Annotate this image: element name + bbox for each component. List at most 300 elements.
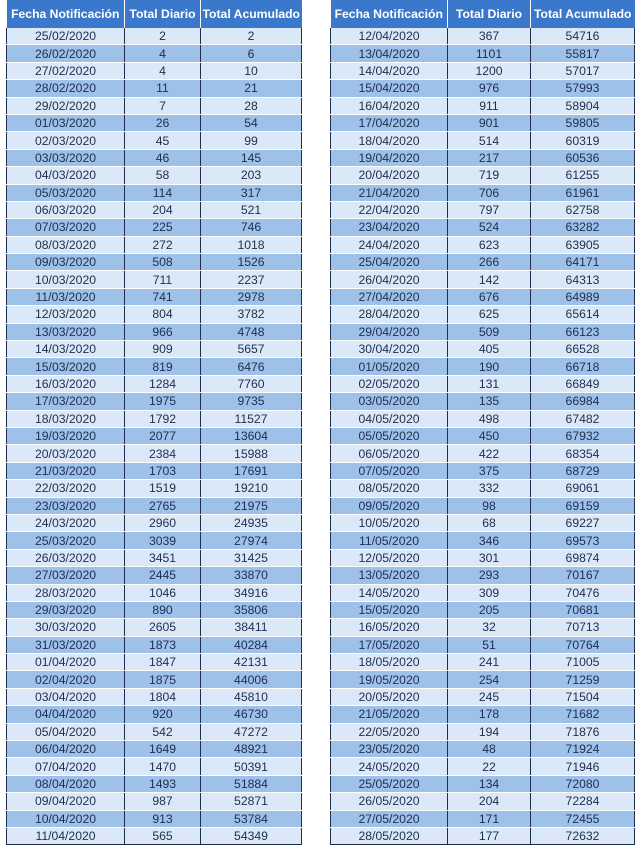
cell-total-diario: 266 [448,254,531,271]
table-row [7,341,302,358]
table-row [331,567,635,584]
table-row [331,427,635,444]
cell-fecha: 28/04/2020 [331,306,448,323]
cell-total-acumulado: 59805 [531,114,635,131]
cell-fecha: 20/03/2020 [7,445,125,462]
cell-fecha: 06/05/2020 [331,445,448,462]
cell-fecha: 22/05/2020 [331,723,448,740]
cell-total-diario: 2765 [125,497,201,514]
table-header [331,0,635,28]
cell-total-diario: 1200 [448,62,531,79]
cell-fecha: 14/05/2020 [331,584,448,601]
cell-fecha: 27/03/2020 [7,567,125,584]
cell-total-acumulado: 2 [201,28,302,45]
cell-total-diario: 131 [448,375,531,392]
cell-total-diario: 178 [448,706,531,723]
cell-total-diario: 254 [448,671,531,688]
cell-fecha: 17/05/2020 [331,636,448,653]
cell-total-acumulado: 71005 [531,654,635,671]
table-row [7,306,302,323]
cell-total-acumulado: 69227 [531,514,635,531]
cell-total-acumulado: 68729 [531,462,635,479]
cell-total-diario: 1703 [125,462,201,479]
cell-fecha: 15/03/2020 [7,358,125,375]
table-row [331,758,635,775]
cell-total-diario: 375 [448,462,531,479]
table-row [331,341,635,358]
cell-fecha: 11/05/2020 [331,532,448,549]
cell-total-diario: 976 [448,80,531,97]
cell-fecha: 26/02/2020 [7,45,125,62]
table-row [7,80,302,97]
cell-total-diario: 68 [448,514,531,531]
table-row [331,45,635,62]
cell-total-acumulado: 69874 [531,549,635,566]
cell-total-acumulado: 34916 [201,584,302,601]
cell-fecha: 23/03/2020 [7,497,125,514]
cell-fecha: 16/03/2020 [7,375,125,392]
cell-fecha: 25/04/2020 [331,254,448,271]
cell-total-acumulado: 72455 [531,810,635,827]
table-row [331,28,635,45]
cell-fecha: 30/04/2020 [331,341,448,358]
cell-total-diario: 4 [125,62,201,79]
cell-fecha: 21/05/2020 [331,706,448,723]
cell-total-acumulado: 317 [201,184,302,201]
table-row [331,810,635,827]
cell-total-acumulado: 50391 [201,758,302,775]
table-row [7,706,302,723]
table-row [331,80,635,97]
cell-total-acumulado: 53784 [201,810,302,827]
cell-total-acumulado: 69573 [531,532,635,549]
cell-total-diario: 4 [125,45,201,62]
cell-total-acumulado: 63905 [531,236,635,253]
table-row [7,149,302,166]
cell-total-diario: 45 [125,132,201,149]
cell-total-diario: 1046 [125,584,201,601]
cell-total-diario: 1847 [125,654,201,671]
cell-total-diario: 98 [448,497,531,514]
cell-total-acumulado: 57993 [531,80,635,97]
table-row [331,741,635,758]
cell-fecha: 21/03/2020 [7,462,125,479]
cell-total-diario: 225 [125,219,201,236]
table-row [7,45,302,62]
cell-total-diario: 204 [448,793,531,810]
cell-fecha: 27/02/2020 [7,62,125,79]
cell-fecha: 29/02/2020 [7,97,125,114]
table-row [331,149,635,166]
cell-fecha: 09/03/2020 [7,254,125,271]
cell-total-acumulado: 47272 [201,723,302,740]
header-total-acumulado: Total Acumulado [201,0,302,28]
cell-total-acumulado: 72632 [531,827,635,844]
cell-fecha: 10/03/2020 [7,271,125,288]
table-row [7,619,302,636]
cell-fecha: 12/03/2020 [7,306,125,323]
cell-fecha: 03/04/2020 [7,688,125,705]
cell-total-diario: 1792 [125,410,201,427]
cell-fecha: 05/05/2020 [331,427,448,444]
cell-fecha: 12/04/2020 [331,28,448,45]
cell-total-diario: 2960 [125,514,201,531]
cell-total-diario: 241 [448,654,531,671]
cell-total-diario: 741 [125,288,201,305]
table-row [331,254,635,271]
table-row [331,497,635,514]
cell-total-acumulado: 70476 [531,584,635,601]
cell-total-acumulado: 48921 [201,741,302,758]
cell-fecha: 09/05/2020 [331,497,448,514]
table-row [331,723,635,740]
cell-fecha: 23/04/2020 [331,219,448,236]
table-row [331,323,635,340]
cell-total-acumulado: 66718 [531,358,635,375]
cell-total-acumulado: 11527 [201,410,302,427]
table-row [331,114,635,131]
cell-total-acumulado: 54349 [201,827,302,844]
cell-fecha: 02/05/2020 [331,375,448,392]
cell-total-diario: 1493 [125,775,201,792]
cell-total-acumulado: 1018 [201,236,302,253]
cell-total-diario: 135 [448,393,531,410]
table-row [7,688,302,705]
table-row [331,410,635,427]
cell-total-acumulado: 68354 [531,445,635,462]
cell-total-diario: 625 [448,306,531,323]
cell-fecha: 07/04/2020 [7,758,125,775]
table-row [331,654,635,671]
cell-fecha: 24/05/2020 [331,758,448,775]
cell-total-diario: 301 [448,549,531,566]
cell-total-diario: 966 [125,323,201,340]
table-row [7,28,302,45]
cell-fecha: 28/02/2020 [7,80,125,97]
cell-total-diario: 293 [448,567,531,584]
cell-total-acumulado: 64313 [531,271,635,288]
cell-total-acumulado: 10 [201,62,302,79]
cell-total-diario: 1875 [125,671,201,688]
cell-total-acumulado: 15988 [201,445,302,462]
cell-total-acumulado: 27974 [201,532,302,549]
cell-total-diario: 422 [448,445,531,462]
table-row [7,184,302,201]
cell-fecha: 11/03/2020 [7,288,125,305]
cell-total-acumulado: 70681 [531,601,635,618]
cell-total-acumulado: 3782 [201,306,302,323]
header-fecha-notificacion: Fecha Notificación [331,0,448,28]
cell-fecha: 21/04/2020 [331,184,448,201]
cell-total-diario: 2605 [125,619,201,636]
cell-total-diario: 11 [125,80,201,97]
table-row [331,706,635,723]
cell-total-diario: 2 [125,28,201,45]
cell-total-diario: 1284 [125,375,201,392]
cell-total-diario: 804 [125,306,201,323]
cell-total-acumulado: 64989 [531,288,635,305]
cell-total-acumulado: 66849 [531,375,635,392]
cell-fecha: 18/05/2020 [331,654,448,671]
cell-fecha: 17/04/2020 [331,114,448,131]
cell-total-acumulado: 35806 [201,601,302,618]
cell-total-diario: 177 [448,827,531,844]
cell-total-diario: 22 [448,758,531,775]
table-row [331,688,635,705]
header-total-diario: Total Diario [448,0,531,28]
table-row [331,514,635,531]
cell-fecha: 29/04/2020 [331,323,448,340]
cell-total-diario: 134 [448,775,531,792]
cell-total-acumulado: 45810 [201,688,302,705]
cell-fecha: 24/03/2020 [7,514,125,531]
cell-total-acumulado: 54716 [531,28,635,45]
table-row [7,671,302,688]
table-row [331,393,635,410]
table-body [7,28,302,845]
table-row [331,219,635,236]
cell-total-acumulado: 1526 [201,254,302,271]
cell-total-acumulado: 66123 [531,323,635,340]
cell-total-acumulado: 6 [201,45,302,62]
cell-total-acumulado: 31425 [201,549,302,566]
table-row [7,271,302,288]
cell-total-diario: 1101 [448,45,531,62]
table-row [7,549,302,566]
cell-total-acumulado: 65614 [531,306,635,323]
cell-fecha: 18/04/2020 [331,132,448,149]
cell-total-acumulado: 51884 [201,775,302,792]
table-row [331,288,635,305]
cell-total-acumulado: 13604 [201,427,302,444]
table-row [331,793,635,810]
cell-fecha: 26/03/2020 [7,549,125,566]
cell-total-diario: 450 [448,427,531,444]
table-row [331,201,635,218]
table-row [7,480,302,497]
table-row [331,480,635,497]
table-row [7,445,302,462]
table-row [331,775,635,792]
table-row [7,167,302,184]
table-row [7,810,302,827]
table-row [331,601,635,618]
cell-total-acumulado: 72284 [531,793,635,810]
cell-total-diario: 498 [448,410,531,427]
cell-fecha: 28/05/2020 [331,827,448,844]
cell-fecha: 04/04/2020 [7,706,125,723]
cell-total-diario: 51 [448,636,531,653]
cell-fecha: 12/05/2020 [331,549,448,566]
cell-total-acumulado: 746 [201,219,302,236]
cell-total-acumulado: 203 [201,167,302,184]
cell-fecha: 08/03/2020 [7,236,125,253]
cell-total-diario: 1975 [125,393,201,410]
table-row [7,601,302,618]
table-row [331,584,635,601]
table-row [331,445,635,462]
cell-fecha: 02/03/2020 [7,132,125,149]
table-row [7,97,302,114]
cell-total-acumulado: 71504 [531,688,635,705]
cell-total-acumulado: 69159 [531,497,635,514]
cell-total-acumulado: 33870 [201,567,302,584]
cell-total-acumulado: 40284 [201,636,302,653]
cell-total-diario: 509 [448,323,531,340]
table-row [7,462,302,479]
cell-fecha: 14/04/2020 [331,62,448,79]
header-fecha-notificacion: Fecha Notificación [7,0,125,28]
cell-total-diario: 901 [448,114,531,131]
table-row [331,462,635,479]
table-row [7,323,302,340]
table-row [331,97,635,114]
table-row [331,671,635,688]
cell-fecha: 24/04/2020 [331,236,448,253]
cell-total-acumulado: 2978 [201,288,302,305]
cell-fecha: 08/04/2020 [7,775,125,792]
cell-fecha: 23/05/2020 [331,741,448,758]
table-row [7,741,302,758]
cell-fecha: 07/05/2020 [331,462,448,479]
table-row [331,827,635,844]
cell-total-diario: 565 [125,827,201,844]
cell-fecha: 14/03/2020 [7,341,125,358]
cell-total-diario: 171 [448,810,531,827]
cell-total-acumulado: 44006 [201,671,302,688]
cell-total-acumulado: 24935 [201,514,302,531]
header-row [7,0,302,28]
cell-total-diario: 205 [448,601,531,618]
cell-fecha: 09/04/2020 [7,793,125,810]
cell-total-acumulado: 38411 [201,619,302,636]
cell-total-acumulado: 61255 [531,167,635,184]
table-row [7,758,302,775]
cell-total-acumulado: 521 [201,201,302,218]
cell-fecha: 16/04/2020 [331,97,448,114]
cell-total-acumulado: 58904 [531,97,635,114]
cell-total-diario: 676 [448,288,531,305]
table-row [331,358,635,375]
table-row [7,532,302,549]
cell-fecha: 06/03/2020 [7,201,125,218]
cell-total-diario: 1649 [125,741,201,758]
table-row [331,236,635,253]
table-row [7,288,302,305]
cell-total-acumulado: 66984 [531,393,635,410]
cell-total-acumulado: 46730 [201,706,302,723]
cell-total-diario: 719 [448,167,531,184]
cell-total-diario: 711 [125,271,201,288]
cell-fecha: 17/03/2020 [7,393,125,410]
cell-total-diario: 508 [125,254,201,271]
cell-total-diario: 367 [448,28,531,45]
cell-total-acumulado: 70713 [531,619,635,636]
cell-fecha: 27/04/2020 [331,288,448,305]
cell-total-acumulado: 5657 [201,341,302,358]
cell-total-diario: 204 [125,201,201,218]
cell-total-diario: 272 [125,236,201,253]
cell-total-acumulado: 62758 [531,201,635,218]
header-total-diario: Total Diario [125,0,201,28]
cell-total-acumulado: 67482 [531,410,635,427]
cell-total-acumulado: 71682 [531,706,635,723]
cell-fecha: 04/05/2020 [331,410,448,427]
cell-fecha: 13/03/2020 [7,323,125,340]
cell-total-acumulado: 28 [201,97,302,114]
cell-fecha: 03/05/2020 [331,393,448,410]
cell-fecha: 25/02/2020 [7,28,125,45]
cell-total-diario: 1519 [125,480,201,497]
cell-fecha: 26/05/2020 [331,793,448,810]
cell-total-diario: 2077 [125,427,201,444]
table-row [7,375,302,392]
cell-fecha: 03/03/2020 [7,149,125,166]
cell-total-acumulado: 21975 [201,497,302,514]
table-row [331,532,635,549]
cell-total-diario: 514 [448,132,531,149]
table-row [331,62,635,79]
cell-fecha: 13/05/2020 [331,567,448,584]
table-row [7,201,302,218]
cell-total-diario: 405 [448,341,531,358]
cell-total-diario: 623 [448,236,531,253]
table-row [331,167,635,184]
cell-total-acumulado: 66528 [531,341,635,358]
table-header [7,0,302,28]
cell-total-diario: 819 [125,358,201,375]
table-row [7,723,302,740]
table-body [331,28,635,845]
table-row [7,654,302,671]
cell-total-acumulado: 69061 [531,480,635,497]
table-row [7,427,302,444]
cell-total-acumulado: 52871 [201,793,302,810]
cell-fecha: 20/04/2020 [331,167,448,184]
cell-total-diario: 1873 [125,636,201,653]
cell-fecha: 16/05/2020 [331,619,448,636]
cell-total-acumulado: 72080 [531,775,635,792]
table-row [7,254,302,271]
table-row [7,62,302,79]
table-row [331,271,635,288]
table-row [7,410,302,427]
cell-fecha: 31/03/2020 [7,636,125,653]
cell-total-acumulado: 99 [201,132,302,149]
cell-fecha: 08/05/2020 [331,480,448,497]
table-row [331,132,635,149]
table-row [7,497,302,514]
cell-total-acumulado: 57017 [531,62,635,79]
cell-total-diario: 114 [125,184,201,201]
table-row [7,793,302,810]
cell-total-diario: 524 [448,219,531,236]
cell-fecha: 22/04/2020 [331,201,448,218]
cell-fecha: 28/03/2020 [7,584,125,601]
cell-total-acumulado: 61961 [531,184,635,201]
cell-total-acumulado: 71259 [531,671,635,688]
cell-total-diario: 890 [125,601,201,618]
cell-total-diario: 542 [125,723,201,740]
header-row [331,0,635,28]
cell-total-diario: 3039 [125,532,201,549]
cell-total-acumulado: 55817 [531,45,635,62]
table-row [331,375,635,392]
left-data-table [6,0,302,845]
cell-total-acumulado: 145 [201,149,302,166]
cell-fecha: 19/03/2020 [7,427,125,444]
table-row [7,393,302,410]
